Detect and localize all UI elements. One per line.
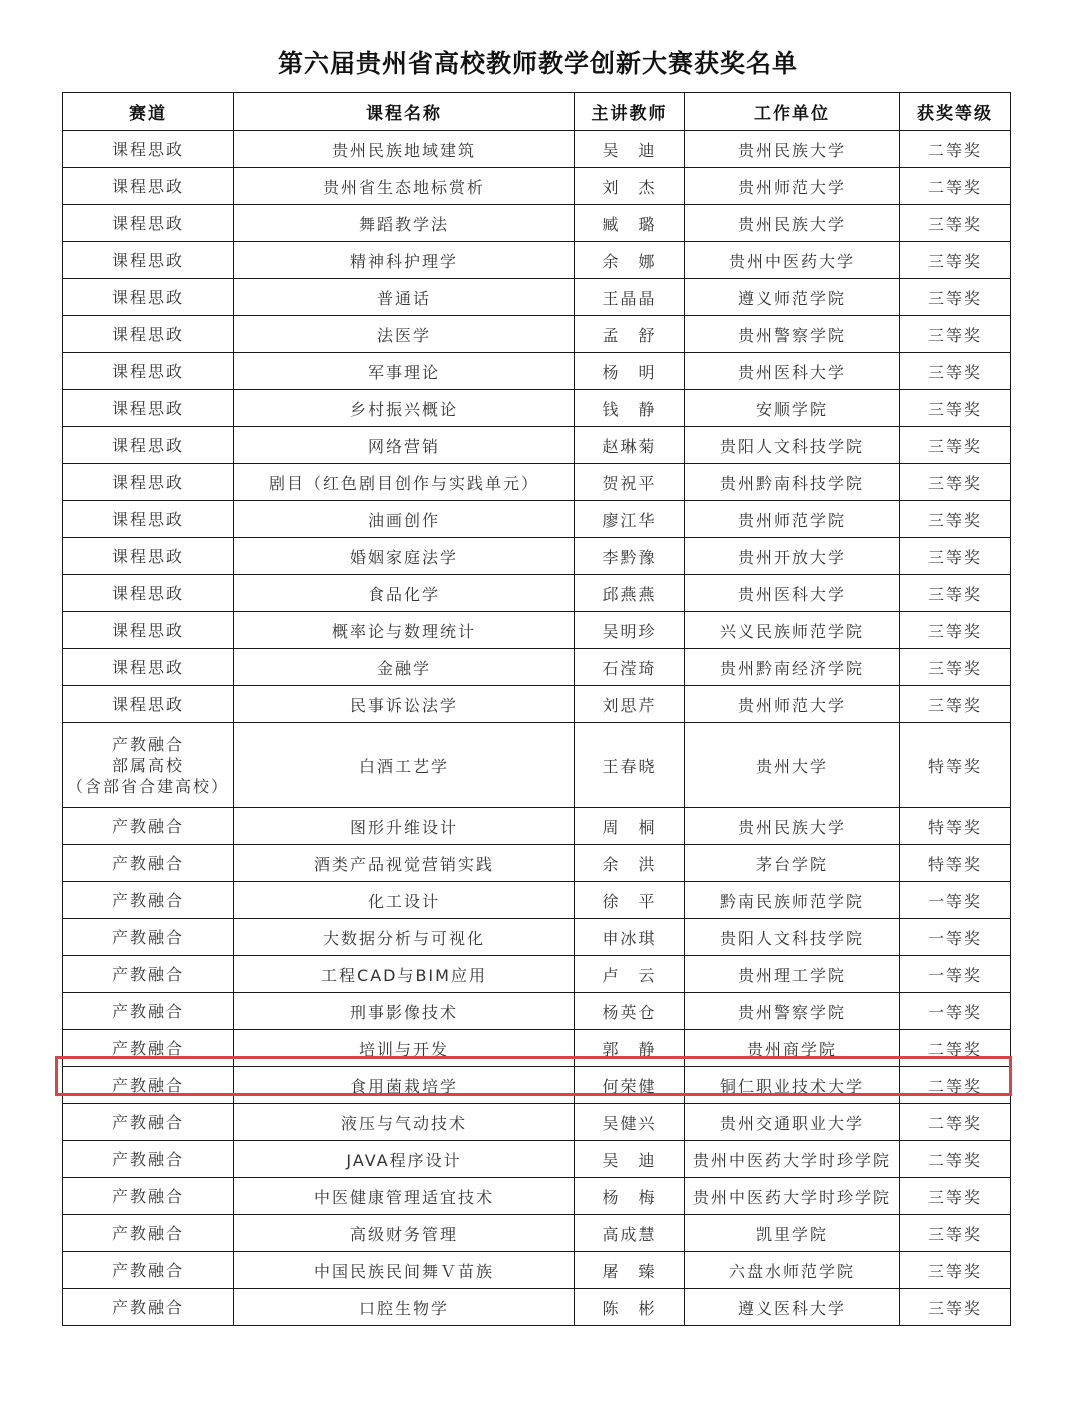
table-row xyxy=(63,1141,1011,1178)
table-row xyxy=(63,649,1011,686)
cell-teacher: 申冰琪 xyxy=(575,919,685,956)
cell-teacher: 余 洪 xyxy=(575,845,685,882)
cell-track: 产教融合 xyxy=(63,1141,234,1178)
award-table xyxy=(62,92,1011,1326)
cell-course: 法医学 xyxy=(234,316,575,353)
table-row xyxy=(63,1030,1011,1067)
table-row xyxy=(63,427,1011,464)
cell-award: 三等奖 xyxy=(900,279,1011,316)
cell-award: 三等奖 xyxy=(900,1215,1011,1252)
cell-unit: 贵州医科大学 xyxy=(685,575,900,612)
cell-unit: 六盘水师范学院 xyxy=(685,1252,900,1289)
cell-course: 培训与开发 xyxy=(234,1030,575,1067)
table-row xyxy=(63,882,1011,919)
cell-track: 产教融合 部属高校 （含部省合建高校） xyxy=(63,723,234,808)
cell-teacher: 卢 云 xyxy=(575,956,685,993)
cell-unit: 贵州中医药大学时珍学院 xyxy=(685,1178,900,1215)
cell-track: 课程思政 xyxy=(63,279,234,316)
cell-unit: 贵州师范学院 xyxy=(685,501,900,538)
cell-course: 剧目（红色剧目创作与实践单元） xyxy=(234,464,575,501)
cell-award: 二等奖 xyxy=(900,1030,1011,1067)
table-row xyxy=(63,1289,1011,1326)
cell-teacher: 刘思芹 xyxy=(575,686,685,723)
cell-award: 三等奖 xyxy=(900,464,1011,501)
cell-course: 化工设计 xyxy=(234,882,575,919)
cell-teacher: 周 桐 xyxy=(575,808,685,845)
cell-course: 食用菌栽培学 xyxy=(234,1067,575,1104)
cell-teacher: 杨 梅 xyxy=(575,1178,685,1215)
cell-course: 刑事影像技术 xyxy=(234,993,575,1030)
cell-award: 三等奖 xyxy=(900,1178,1011,1215)
cell-unit: 贵州师范大学 xyxy=(685,168,900,205)
cell-award: 二等奖 xyxy=(900,1104,1011,1141)
cell-unit: 凯里学院 xyxy=(685,1215,900,1252)
cell-teacher: 徐 平 xyxy=(575,882,685,919)
cell-teacher: 廖江华 xyxy=(575,501,685,538)
cell-teacher: 杨 明 xyxy=(575,353,685,390)
cell-track: 课程思政 xyxy=(63,575,234,612)
cell-track: 课程思政 xyxy=(63,612,234,649)
cell-track: 产教融合 xyxy=(63,845,234,882)
table-row xyxy=(63,993,1011,1030)
cell-award: 一等奖 xyxy=(900,882,1011,919)
cell-award: 三等奖 xyxy=(900,390,1011,427)
cell-teacher: 孟 舒 xyxy=(575,316,685,353)
cell-unit: 贵州交通职业大学 xyxy=(685,1104,900,1141)
cell-course: 婚姻家庭法学 xyxy=(234,538,575,575)
cell-track: 课程思政 xyxy=(63,131,234,168)
cell-course: 普通话 xyxy=(234,279,575,316)
cell-track: 产教融合 xyxy=(63,808,234,845)
table-row xyxy=(63,242,1011,279)
cell-award: 三等奖 xyxy=(900,205,1011,242)
cell-award: 三等奖 xyxy=(900,538,1011,575)
header-track: 赛道 xyxy=(63,93,234,131)
cell-teacher: 刘 杰 xyxy=(575,168,685,205)
cell-unit: 贵阳人文科技学院 xyxy=(685,427,900,464)
cell-course: 液压与气动技术 xyxy=(234,1104,575,1141)
cell-track: 课程思政 xyxy=(63,686,234,723)
table-header-row xyxy=(63,93,1011,131)
cell-unit: 贵州开放大学 xyxy=(685,538,900,575)
cell-teacher: 屠 臻 xyxy=(575,1252,685,1289)
table-row xyxy=(63,612,1011,649)
cell-track: 课程思政 xyxy=(63,205,234,242)
cell-award: 三等奖 xyxy=(900,242,1011,279)
cell-award: 特等奖 xyxy=(900,845,1011,882)
cell-unit: 黔南民族师范学院 xyxy=(685,882,900,919)
cell-unit: 兴义民族师范学院 xyxy=(685,612,900,649)
cell-teacher: 邱燕燕 xyxy=(575,575,685,612)
cell-award: 二等奖 xyxy=(900,168,1011,205)
table-body xyxy=(63,131,1011,1326)
cell-teacher: 余 娜 xyxy=(575,242,685,279)
table-row xyxy=(63,168,1011,205)
table-row xyxy=(63,845,1011,882)
header-course: 课程名称 xyxy=(234,93,575,131)
table-row xyxy=(63,1067,1011,1104)
cell-teacher: 吴 迪 xyxy=(575,131,685,168)
cell-course: 中国民族民间舞Ｖ苗族 xyxy=(234,1252,575,1289)
cell-teacher: 杨英仓 xyxy=(575,993,685,1030)
cell-course: 工程CAD与BIM应用 xyxy=(234,956,575,993)
cell-course: 油画创作 xyxy=(234,501,575,538)
cell-unit: 贵州师范大学 xyxy=(685,686,900,723)
cell-unit: 茅台学院 xyxy=(685,845,900,882)
cell-track: 产教融合 xyxy=(63,1030,234,1067)
header-teacher: 主讲教师 xyxy=(575,93,685,131)
header-unit: 工作单位 xyxy=(685,93,900,131)
cell-track: 课程思政 xyxy=(63,501,234,538)
cell-award: 三等奖 xyxy=(900,1289,1011,1326)
cell-unit: 安顺学院 xyxy=(685,390,900,427)
cell-teacher: 臧 璐 xyxy=(575,205,685,242)
cell-course: 口腔生物学 xyxy=(234,1289,575,1326)
cell-award: 特等奖 xyxy=(900,723,1011,808)
cell-track: 产教融合 xyxy=(63,919,234,956)
cell-course: 网络营销 xyxy=(234,427,575,464)
cell-course: 民事诉讼法学 xyxy=(234,686,575,723)
cell-course: 概率论与数理统计 xyxy=(234,612,575,649)
cell-track: 产教融合 xyxy=(63,956,234,993)
cell-teacher: 李黔豫 xyxy=(575,538,685,575)
cell-teacher: 贺祝平 xyxy=(575,464,685,501)
cell-teacher: 赵琳菊 xyxy=(575,427,685,464)
cell-track: 产教融合 xyxy=(63,1104,234,1141)
cell-unit: 贵州黔南科技学院 xyxy=(685,464,900,501)
cell-award: 二等奖 xyxy=(900,131,1011,168)
cell-track: 课程思政 xyxy=(63,242,234,279)
cell-teacher: 吴明珍 xyxy=(575,612,685,649)
cell-award: 三等奖 xyxy=(900,353,1011,390)
cell-award: 三等奖 xyxy=(900,686,1011,723)
cell-unit: 贵州中医药大学时珍学院 xyxy=(685,1141,900,1178)
cell-award: 特等奖 xyxy=(900,808,1011,845)
cell-track: 产教融合 xyxy=(63,1178,234,1215)
cell-course: 贵州民族地域建筑 xyxy=(234,131,575,168)
cell-teacher: 吴 迪 xyxy=(575,1141,685,1178)
cell-course: 食品化学 xyxy=(234,575,575,612)
cell-award: 三等奖 xyxy=(900,575,1011,612)
cell-course: 精神科护理学 xyxy=(234,242,575,279)
cell-unit: 贵州民族大学 xyxy=(685,808,900,845)
header-award: 获奖等级 xyxy=(900,93,1011,131)
cell-unit: 贵州医科大学 xyxy=(685,353,900,390)
cell-course: 酒类产品视觉营销实践 xyxy=(234,845,575,882)
cell-track: 产教融合 xyxy=(63,1215,234,1252)
cell-track: 课程思政 xyxy=(63,353,234,390)
cell-teacher: 何荣健 xyxy=(575,1067,685,1104)
cell-award: 二等奖 xyxy=(900,1067,1011,1104)
cell-track: 产教融合 xyxy=(63,1252,234,1289)
table-row xyxy=(63,956,1011,993)
cell-course: JAVA程序设计 xyxy=(234,1141,575,1178)
cell-unit: 铜仁职业技术大学 xyxy=(685,1067,900,1104)
table-row xyxy=(63,279,1011,316)
cell-teacher: 高成慧 xyxy=(575,1215,685,1252)
cell-teacher: 郭 静 xyxy=(575,1030,685,1067)
cell-teacher: 王晶晶 xyxy=(575,279,685,316)
cell-course: 军事理论 xyxy=(234,353,575,390)
cell-unit: 贵州理工学院 xyxy=(685,956,900,993)
cell-course: 金融学 xyxy=(234,649,575,686)
cell-award: 三等奖 xyxy=(900,649,1011,686)
table-row xyxy=(63,501,1011,538)
cell-track: 课程思政 xyxy=(63,464,234,501)
cell-teacher: 石滢琦 xyxy=(575,649,685,686)
cell-unit: 贵州中医药大学 xyxy=(685,242,900,279)
cell-unit: 贵州民族大学 xyxy=(685,131,900,168)
cell-unit: 贵州商学院 xyxy=(685,1030,900,1067)
cell-course: 图形升维设计 xyxy=(234,808,575,845)
cell-course: 大数据分析与可视化 xyxy=(234,919,575,956)
table-row xyxy=(63,316,1011,353)
table-row xyxy=(63,686,1011,723)
cell-award: 一等奖 xyxy=(900,919,1011,956)
page-title: 第六届贵州省高校教师教学创新大赛获奖名单 xyxy=(277,49,798,78)
table-row xyxy=(63,808,1011,845)
table-row xyxy=(63,538,1011,575)
table-row xyxy=(63,1178,1011,1215)
cell-track: 产教融合 xyxy=(63,1289,234,1326)
cell-award: 三等奖 xyxy=(900,612,1011,649)
cell-award: 一等奖 xyxy=(900,956,1011,993)
cell-course: 白酒工艺学 xyxy=(234,723,575,808)
cell-award: 三等奖 xyxy=(900,427,1011,464)
table-row xyxy=(63,1104,1011,1141)
table-row xyxy=(63,464,1011,501)
cell-award: 三等奖 xyxy=(900,316,1011,353)
cell-teacher: 钱 静 xyxy=(575,390,685,427)
cell-unit: 贵州警察学院 xyxy=(685,993,900,1030)
table-row xyxy=(63,1252,1011,1289)
cell-unit: 贵州民族大学 xyxy=(685,205,900,242)
cell-track: 课程思政 xyxy=(63,316,234,353)
table-row xyxy=(63,353,1011,390)
table-row xyxy=(63,575,1011,612)
cell-course: 高级财务管理 xyxy=(234,1215,575,1252)
cell-teacher: 陈 彬 xyxy=(575,1289,685,1326)
cell-track: 课程思政 xyxy=(63,538,234,575)
cell-track: 课程思政 xyxy=(63,390,234,427)
cell-course: 舞蹈教学法 xyxy=(234,205,575,242)
cell-teacher: 吴健兴 xyxy=(575,1104,685,1141)
cell-track: 产教融合 xyxy=(63,993,234,1030)
cell-unit: 贵阳人文科技学院 xyxy=(685,919,900,956)
cell-track: 课程思政 xyxy=(63,427,234,464)
cell-track: 课程思政 xyxy=(63,649,234,686)
cell-course: 贵州省生态地标赏析 xyxy=(234,168,575,205)
cell-award: 一等奖 xyxy=(900,993,1011,1030)
cell-track: 产教融合 xyxy=(63,1067,234,1104)
table-row xyxy=(63,131,1011,168)
cell-award: 三等奖 xyxy=(900,1252,1011,1289)
table-row xyxy=(63,723,1011,808)
cell-course: 乡村振兴概论 xyxy=(234,390,575,427)
table-row xyxy=(63,205,1011,242)
cell-award: 二等奖 xyxy=(900,1141,1011,1178)
cell-track: 课程思政 xyxy=(63,168,234,205)
cell-unit: 贵州警察学院 xyxy=(685,316,900,353)
cell-unit: 贵州大学 xyxy=(685,723,900,808)
table-row xyxy=(63,390,1011,427)
cell-unit: 遵义医科大学 xyxy=(685,1289,900,1326)
cell-course: 中医健康管理适宜技术 xyxy=(234,1178,575,1215)
table-row xyxy=(63,1215,1011,1252)
cell-unit: 遵义师范学院 xyxy=(685,279,900,316)
cell-unit: 贵州黔南经济学院 xyxy=(685,649,900,686)
cell-award: 三等奖 xyxy=(900,501,1011,538)
table-row xyxy=(63,919,1011,956)
cell-teacher: 王春晓 xyxy=(575,723,685,808)
cell-track: 产教融合 xyxy=(63,882,234,919)
